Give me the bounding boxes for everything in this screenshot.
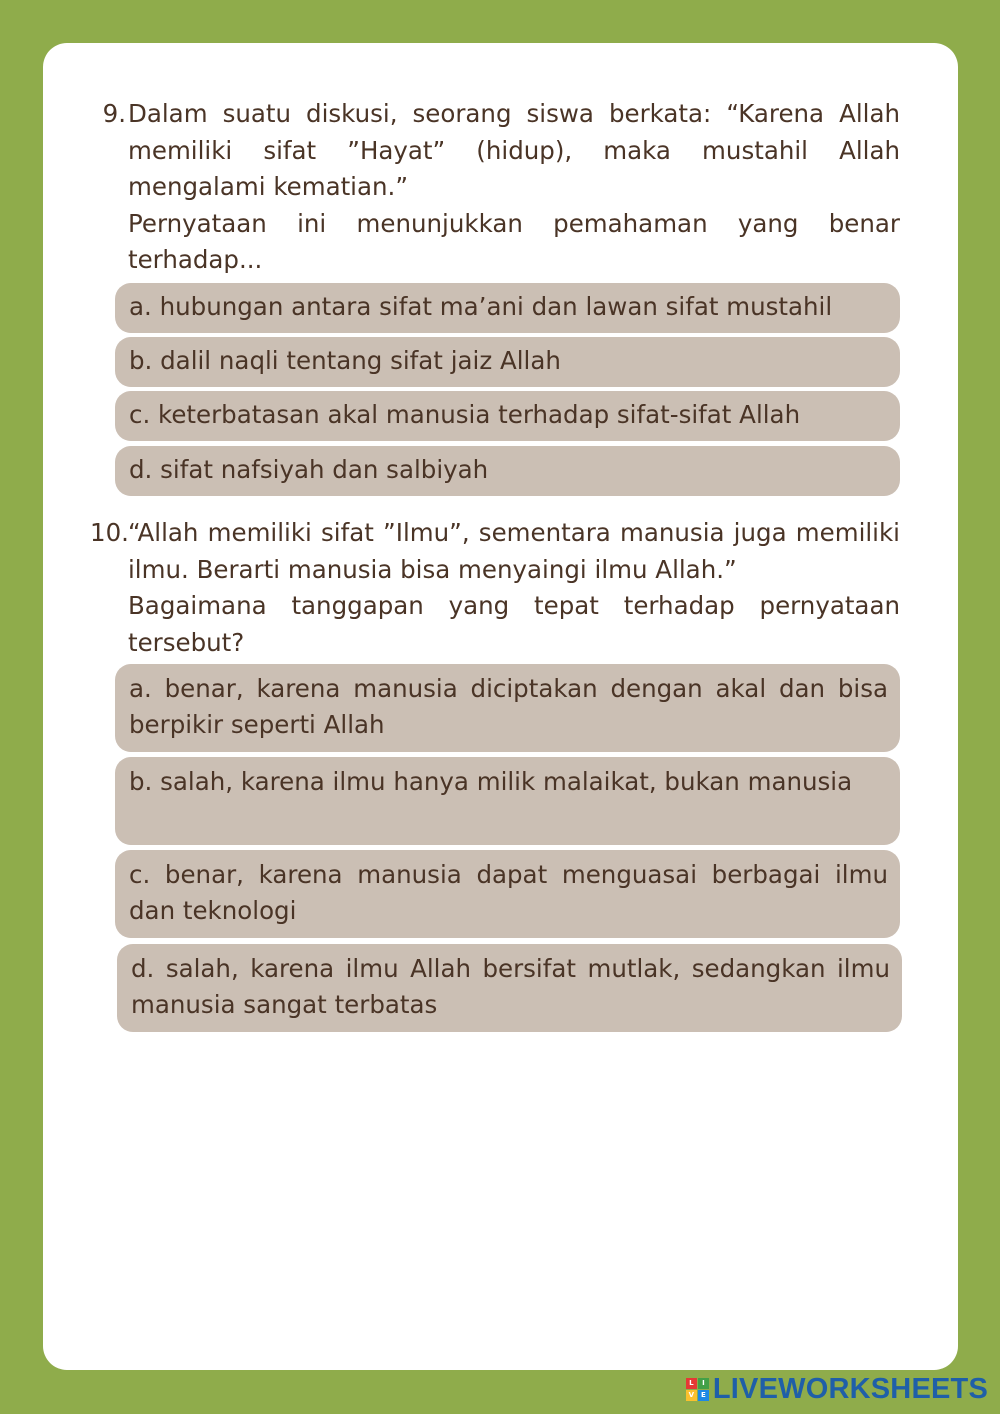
q10-option-c[interactable]: c. benar, karena manusia dapat menguasai berbagai ilmu dan teknologi — [115, 850, 900, 938]
question-number: 9. — [102, 99, 126, 128]
question-9 — [90, 96, 900, 279]
question-text — [128, 96, 900, 279]
logo-letter: I — [698, 1378, 709, 1389]
logo-letter: L — [686, 1378, 697, 1389]
question-number: 10. — [90, 518, 129, 547]
q9-option-c[interactable]: c. keterbatasan akal manusia terhadap sifat-sifat Allah — [115, 391, 900, 441]
q10-option-b[interactable]: b. salah, karena ilmu hanya milik malaikat, bukan manusia — [115, 757, 900, 845]
question-text — [128, 515, 900, 661]
logo-letter: V — [686, 1390, 697, 1401]
question-prompt: Pernyataan ini menunjukkan pemahaman yang benar terhadap... — [128, 208, 900, 274]
q9-option-d[interactable]: d. sifat nafsiyah dan salbiyah — [115, 446, 900, 496]
q10-option-a[interactable]: a. benar, karena manusia diciptakan dengan akal dan bisa berpikir seperti Allah — [115, 664, 900, 752]
question-prompt: Bagaimana tanggapan yang tepat terhadap pernyataan tersebut? — [128, 591, 900, 657]
q9-option-a[interactable]: a. hubungan antara sifat ma’ani dan lawan sifat mustahil — [115, 283, 900, 333]
liveworksheets-logo-icon — [686, 1378, 709, 1401]
brand-name: LIVEWORKSHEETS — [712, 1372, 988, 1405]
q9-option-b[interactable]: b. dalil naqli tentang sifat jaiz Allah — [115, 337, 900, 387]
question-statement: “Allah memiliki sifat ”Ilmu”, sementara manusia juga memiliki ilmu. Berarti manusia bisa menyaingi ilmu Allah.” — [128, 518, 900, 584]
question-10 — [90, 515, 900, 661]
question-statement: Dalam suatu diskusi, seorang siswa berkata: “Karena Allah memiliki sifat ”Hayat” (hidup), maka mustahil Allah mengalami kematian.” — [128, 99, 900, 201]
q10-option-d[interactable]: d. salah, karena ilmu Allah bersifat mutlak, sedangkan ilmu manusia sangat terbatas — [117, 944, 902, 1032]
liveworksheets-brand — [686, 1372, 988, 1406]
logo-letter: E — [698, 1390, 709, 1401]
